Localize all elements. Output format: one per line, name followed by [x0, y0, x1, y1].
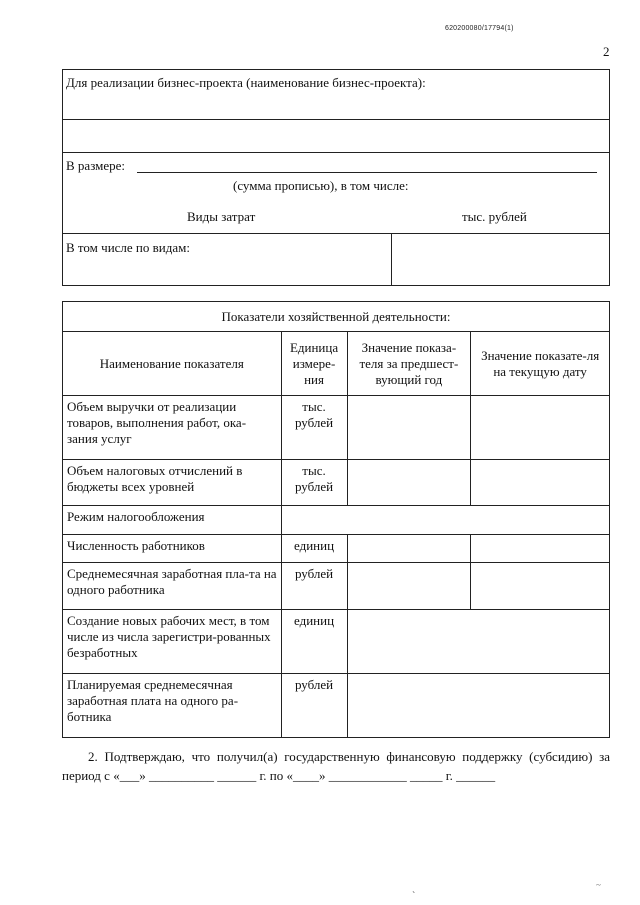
indicator-unit: единиц [281, 610, 347, 674]
indicator-unit: тыс. рублей [281, 396, 347, 460]
table-row [63, 674, 610, 738]
table-row [63, 506, 610, 535]
amount-label: В размере: [66, 158, 126, 173]
project-name-field[interactable] [63, 120, 609, 153]
project-name-row [63, 70, 609, 120]
cost-types-label: Виды затрат [187, 209, 256, 224]
column-divider [391, 234, 392, 285]
amount-row [63, 153, 609, 234]
cost-units-label: тыс. рублей [462, 209, 527, 224]
prev-value-cell[interactable] [347, 535, 471, 563]
page-number: 2 [603, 44, 610, 59]
indicator-unit: рублей [281, 563, 347, 610]
header-name: Наименование показателя [63, 332, 282, 396]
value-cell[interactable] [347, 674, 610, 738]
indicators-table [62, 301, 610, 738]
curr-value-cell[interactable] [471, 396, 610, 460]
by-type-label: В том числе по видам: [66, 240, 190, 255]
indicator-unit: рублей [281, 674, 347, 738]
confirmation-text: 2. Подтверждаю, что получил(а) государственную финансовую поддержку (субсидию) за период с «___» __________ ______ г. по «____» ____________ _____ г. ______ [62, 749, 610, 783]
indicators-title: Показатели хозяйственной деятельности: [63, 302, 610, 332]
curr-value-cell[interactable] [471, 460, 610, 506]
table-row [63, 563, 610, 610]
indicator-name: Создание новых рабочих мест, в том числе из числа зарегистри-рованных безработных [63, 610, 282, 674]
scan-mark: ` [412, 891, 416, 902]
project-name-label: Для реализации бизнес-проекта (наименование бизнес-проекта): [66, 75, 426, 90]
project-form-table [62, 69, 610, 286]
table-row [63, 610, 610, 674]
header-prev: Значение показа-теля за предшест-вующий год [347, 332, 471, 396]
amount-input-line[interactable] [137, 172, 597, 173]
indicator-unit: единиц [281, 535, 347, 563]
table-row [63, 396, 610, 460]
indicator-unit: тыс. рублей [281, 460, 347, 506]
indicator-name: Объем выручки от реализации товаров, выполнения работ, ока-зания услуг [63, 396, 282, 460]
indicator-name: Объем налоговых отчислений в бюджеты всех уровней [63, 460, 282, 506]
indicator-name: Численность работников [63, 535, 282, 563]
by-type-row [63, 234, 609, 285]
table-row [63, 460, 610, 506]
prev-value-cell[interactable] [347, 460, 471, 506]
indicator-name: Среднемесячная заработная пла-та на одного работника [63, 563, 282, 610]
curr-value-cell[interactable] [471, 535, 610, 563]
indicator-name: Планируемая среднемесячная заработная плата на одного ра-ботника [63, 674, 282, 738]
prev-value-cell[interactable] [347, 396, 471, 460]
table-row [63, 535, 610, 563]
prev-value-cell[interactable] [347, 563, 471, 610]
document-id: 620200080/17794(1) [445, 25, 514, 32]
confirmation-paragraph [62, 747, 610, 785]
value-cell[interactable] [347, 610, 610, 674]
indicator-name: Режим налогообложения [63, 506, 282, 535]
amount-hint: (сумма прописью), в том числе: [233, 178, 409, 193]
tax-regime-cell[interactable] [281, 506, 609, 535]
header-curr: Значение показате-ля на текущую дату [471, 332, 610, 396]
curr-value-cell[interactable] [471, 563, 610, 610]
scan-mark: ~ [596, 880, 601, 890]
header-unit: Единица измере-ния [281, 332, 347, 396]
